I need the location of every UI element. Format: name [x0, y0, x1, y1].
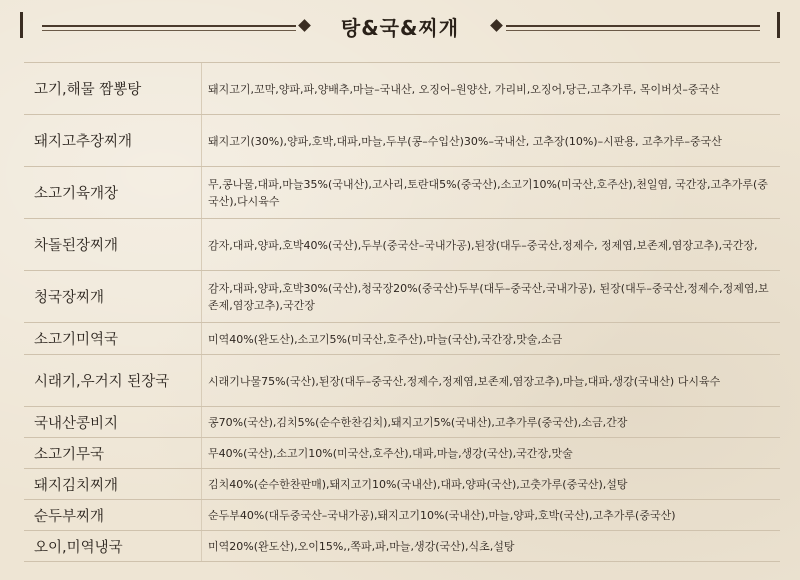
dish-ingredients: 콩70%(국산),김치5%(순수한찬김치),돼지고기5%(국내산),고추가루(중국산),소금,간장 [208, 416, 628, 429]
dish-ingredients: 감자,대파,양파,호박30%(국산),청국장20%(중국산)두부(대두–중국산,국내가공), 된장(대두–중국산,정제수,정제염,보존제,염장고추),국간장 [208, 282, 769, 312]
menu-row [24, 531, 780, 562]
dish-name: 국내산콩비지 [24, 407, 202, 437]
right-thin-rule [506, 30, 760, 31]
dish-ingredients: 감자,대파,양파,호박40%(국산),두부(중국산–국내가공),된장(대두–중국산,정제수, 정제염,보존제,염장고추),국간장, [208, 238, 758, 252]
dish-ingredients: 김치40%(순수한찬판매),돼지고기10%(국내산),대파,양파(국산),고춧가루(중국산),설탕 [208, 478, 628, 491]
dish-name: 돼지김치찌개 [24, 469, 202, 499]
dish-name: 오이,미역냉국 [24, 531, 202, 561]
menu-row [24, 407, 780, 438]
dish-name: 소고기무국 [24, 438, 202, 468]
dish-name: 소고기육개장 [24, 167, 202, 218]
dish-name: 고기,해물 짬뽕탕 [24, 63, 202, 114]
dish-name: 소고기미역국 [24, 323, 202, 354]
menu-row [24, 438, 780, 469]
menu-row [24, 355, 780, 407]
dish-ingredients: 무,콩나물,대파,마늘35%(국내산),고사리,토란대5%(중국산),소고기10%(미국산,호주산),천일염, 국간장,고추가루(중국산),다시육수 [208, 178, 768, 208]
menu-table [24, 62, 780, 562]
dish-name: 차돌된장찌개 [24, 219, 202, 270]
dish-ingredients: 돼지고기(30%),양파,호박,대파,마늘,두부(콩–수입산)30%–국내산, 고추장(10%)–시판용, 고추가루–중국산 [208, 134, 722, 148]
right-rule [506, 25, 760, 27]
dish-name: 청국장찌개 [24, 271, 202, 322]
menu-row [24, 323, 780, 355]
dish-ingredients: 미역40%(완도산),소고기5%(미국산,호주산),마늘(국산),국간장,맛술,소금 [208, 332, 563, 346]
dish-name: 돼지고추장찌개 [24, 115, 202, 166]
menu-row [24, 271, 780, 323]
dish-ingredients: 시래기나물75%(국산),된장(대두–중국산,정제수,정제염,보존제,염장고추),마늘,대파,생강(국내산) 다시육수 [208, 374, 721, 388]
right-bar-ornament [777, 12, 780, 38]
dish-name: 순두부찌개 [24, 500, 202, 530]
page-title: 탕&국&찌개 [340, 16, 460, 40]
dish-name: 시래기,우거지 된장국 [24, 355, 202, 406]
dish-ingredients: 무40%(국산),소고기10%(미국산,호주산),대파,마늘,생강(국산),국간장,맛술 [208, 447, 573, 460]
header [0, 0, 800, 48]
menu-row [24, 500, 780, 531]
menu-row [24, 63, 780, 115]
dish-ingredients: 미역20%(완도산),오이15%,,쪽파,파,마늘,생강(국산),식초,설탕 [208, 540, 515, 553]
menu-row [24, 115, 780, 167]
menu-row [24, 469, 780, 500]
dish-ingredients: 돼지고기,꼬막,양파,파,양배추,마늘–국내산, 오징어–원양산, 가리비,오징어,당근,고추가루, 목이버섯–중국산 [208, 82, 720, 96]
menu-row [24, 167, 780, 219]
dish-ingredients: 순두부40%(대두중국산–국내가공),돼지고기10%(국내산),마늘,양파,호박(국산),고추가루(중국산) [208, 509, 676, 522]
menu-row [24, 219, 780, 271]
